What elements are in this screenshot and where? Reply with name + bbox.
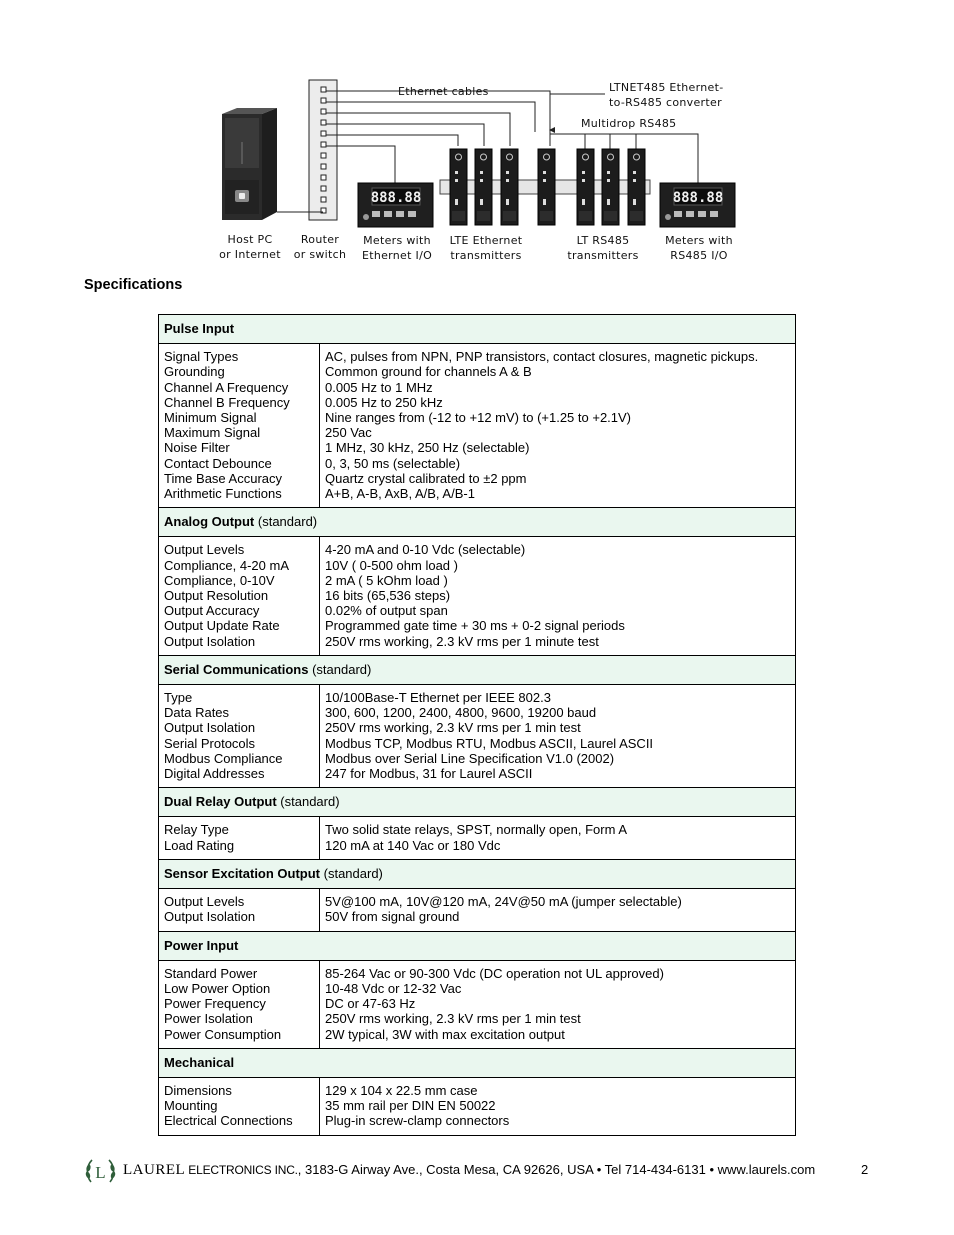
- label-meters-eth-2: Ethernet I/O: [361, 249, 433, 262]
- section-header-cell: [159, 508, 796, 537]
- spec-label: Output Isolation: [164, 633, 256, 649]
- label-lte-1: LTE Ethernet: [449, 234, 523, 247]
- section-body-pulse-input: [159, 344, 796, 508]
- section-title: Serial Communications: [164, 661, 309, 677]
- label-ethernet-cables: Ethernet cables: [398, 85, 489, 98]
- spec-value: Two solid state relays, SPST, normally open, Form A: [325, 822, 628, 838]
- spec-value: A+B, A-B, AxB, A/B, A/B-1: [325, 486, 475, 502]
- router-port-icon: [321, 120, 326, 125]
- spec-label: Relay Type: [164, 822, 229, 838]
- section-title: Mechanical: [164, 1054, 235, 1070]
- spec-label: Digital Addresses: [164, 766, 265, 782]
- spec-label: Standard Power: [164, 965, 258, 981]
- meter-ethernet-display: 888.88: [370, 190, 422, 206]
- spec-label: Minimum Signal: [164, 410, 257, 426]
- section-header-cell: [159, 931, 796, 960]
- label-multidrop: Multidrop RS485: [581, 117, 677, 130]
- spec-label: Contact Debounce: [164, 455, 272, 471]
- section-header-dual-relay-output: [159, 788, 796, 817]
- spec-label: Data Rates: [164, 705, 230, 721]
- router-port-icon: [321, 164, 326, 169]
- spec-values-cell: [320, 344, 796, 508]
- page-number: 2: [861, 1162, 869, 1177]
- spec-label: Output Isolation: [164, 720, 256, 736]
- spec-values-cell: [320, 1077, 796, 1135]
- spec-value: 0.005 Hz to 1 MHz: [325, 379, 433, 395]
- spec-labels-cell: [159, 537, 320, 655]
- spec-values-cell: [320, 817, 796, 859]
- transmitter-module-image: [628, 149, 645, 225]
- spec-value: 250V rms working, 2.3 kV rms per 1 minute test: [325, 633, 599, 649]
- label-host-2: or Internet: [219, 248, 281, 261]
- section-body-analog-output: [159, 537, 796, 655]
- website-link[interactable]: www.laurels.com: [714, 1162, 816, 1177]
- section-title: Pulse Input: [164, 321, 235, 336]
- spec-label: Maximum Signal: [164, 425, 261, 441]
- spec-value: 85-264 Vac or 90-300 Vdc (DC operation not UL approved): [325, 965, 664, 981]
- company-address: [123, 1162, 815, 1179]
- spec-label: Grounding: [164, 364, 225, 380]
- router-port-icon: [321, 175, 326, 180]
- spec-value: 120 mA at 140 Vac or 180 Vdc: [325, 837, 501, 853]
- spec-value: 1 MHz, 30 kHz, 250 Hz (selectable): [325, 440, 530, 456]
- label-converter-1: LTNET485 Ethernet-: [609, 81, 724, 94]
- section-title: Analog Output: [164, 514, 255, 530]
- section-title: Power Input: [164, 937, 239, 953]
- spec-label: Power Isolation: [164, 1011, 253, 1027]
- spec-value: Quartz crystal calibrated to ±2 ppm: [325, 470, 527, 486]
- spec-value: 247 for Modbus, 31 for Laurel ASCII: [325, 766, 533, 782]
- section-header-power-input: [159, 931, 796, 960]
- section-title: Sensor Excitation Output: [164, 865, 321, 881]
- section-header-serial-communications: [159, 655, 796, 684]
- spec-label: Channel A Frequency: [164, 379, 289, 395]
- spec-label: Signal Types: [164, 349, 239, 365]
- router-port-icon: [321, 153, 326, 158]
- label-lte-2: transmitters: [450, 249, 522, 262]
- transmitter-module-image: [602, 149, 619, 225]
- label-ltrs-1: LT RS485: [576, 234, 630, 247]
- spec-value: 250 Vac: [325, 425, 372, 441]
- rs485-multidrop-line: [550, 134, 698, 186]
- transmitter-module-image: [538, 149, 555, 225]
- spec-value: Plug-in screw-clamp connectors: [325, 1113, 510, 1129]
- spec-value: Modbus TCP, Modbus RTU, Modbus ASCII, Laurel ASCII: [325, 735, 654, 751]
- router-switch-image: [309, 80, 337, 220]
- router-port-icon: [321, 131, 326, 136]
- label-router-1: Router: [300, 233, 340, 246]
- section-header-cell: [159, 655, 796, 684]
- transmitter-module-image: [577, 149, 594, 225]
- spec-value: 250V rms working, 2.3 kV rms per 1 min test: [325, 1011, 581, 1027]
- meter-ethernet-image: [358, 183, 433, 227]
- spec-value: 35 mm rail per DIN EN 50022: [325, 1098, 496, 1114]
- spec-value: 250V rms working, 2.3 kV rms per 1 min test: [325, 720, 581, 736]
- spec-labels-cell: [159, 685, 320, 788]
- spec-value: 0.005 Hz to 250 kHz: [325, 394, 443, 410]
- label-meters-rs-2: RS485 I/O: [670, 249, 728, 262]
- label-host-1: Host PC: [227, 233, 273, 246]
- svg-text:L: L: [95, 1163, 106, 1182]
- section-note: (standard): [320, 865, 383, 881]
- spec-label: Compliance, 0-10V: [164, 572, 275, 588]
- spec-labels-cell: [159, 960, 320, 1048]
- spec-label: Mounting: [164, 1098, 218, 1114]
- label-meters-eth-1: Meters with: [363, 234, 431, 247]
- section-body-power-input: [159, 960, 796, 1048]
- section-header-mechanical: [159, 1048, 796, 1077]
- spec-value: 16 bits (65,536 steps): [325, 588, 451, 604]
- spec-label: Time Base Accuracy: [164, 470, 283, 486]
- section-header-sensor-excitation-output: [159, 859, 796, 888]
- spec-labels-cell: [159, 344, 320, 508]
- section-note: (standard): [276, 794, 340, 810]
- spec-label: Output Resolution: [164, 588, 269, 604]
- transmitter-module-image: [475, 149, 492, 225]
- meter-rs485-image: [660, 183, 735, 227]
- bullet-2: •: [709, 1162, 715, 1177]
- specifications-table: [158, 314, 796, 1136]
- spec-value: 10-48 Vdc or 12-32 Vac: [325, 980, 462, 996]
- spec-value: 129 x 104 x 22.5 mm case: [325, 1082, 478, 1098]
- spec-value: 2 mA ( 5 kOhm load ): [325, 572, 448, 588]
- spec-label: Noise Filter: [164, 440, 230, 456]
- label-meters-rs-1: Meters with: [665, 234, 733, 247]
- spec-label: Modbus Compliance: [164, 750, 283, 766]
- spec-value: 0, 3, 50 ms (selectable): [325, 455, 461, 471]
- spec-value: DC or 47-63 Hz: [325, 996, 416, 1012]
- specifications-heading: Specifications: [84, 277, 183, 293]
- spec-values-cell: [320, 960, 796, 1048]
- transmitter-module-image: [501, 149, 518, 225]
- label-converter-2: to-RS485 converter: [609, 96, 722, 109]
- section-header-analog-output: [159, 508, 796, 537]
- bullet-1: •: [596, 1162, 602, 1177]
- spec-label: Electrical Connections: [164, 1113, 293, 1129]
- spec-label: Channel B Frequency: [164, 394, 290, 410]
- router-port-icon: [321, 87, 326, 92]
- spec-value: 4-20 mA and 0-10 Vdc (selectable): [325, 542, 526, 558]
- spec-value: 5V@100 mA, 10V@120 mA, 24V@50 mA (jumper selectable): [325, 894, 682, 910]
- spec-value: 300, 600, 1200, 2400, 4800, 9600, 19200 baud: [325, 705, 597, 721]
- spec-value: Common ground for channels A & B: [325, 364, 532, 380]
- transmitter-module-image: [450, 149, 467, 225]
- spec-value: 2W typical, 3W with max excitation output: [325, 1026, 565, 1042]
- spec-labels-cell: [159, 889, 320, 931]
- spec-value: 10/100Base-T Ethernet per IEEE 802.3: [325, 690, 551, 706]
- host-pc-image: [222, 108, 277, 220]
- router-port-icon: [321, 186, 326, 191]
- spec-label: Compliance, 4-20 mA: [164, 557, 289, 573]
- section-title: Dual Relay Output: [164, 794, 277, 810]
- section-header-cell: [159, 1048, 796, 1077]
- spec-label: Output Levels: [164, 542, 245, 558]
- label-router-2: or switch: [293, 248, 347, 261]
- spec-value: 50V from signal ground: [325, 909, 460, 925]
- telephone: Tel 714-434-6131: [601, 1162, 710, 1177]
- spec-value: 0.02% of output span: [325, 603, 448, 619]
- meter-rs485-display: 888.88: [672, 190, 724, 206]
- spec-label: Dimensions: [164, 1082, 232, 1098]
- section-body-sensor-excitation-output: [159, 889, 796, 931]
- spec-label: Low Power Option: [164, 980, 271, 996]
- company-suffix: ELECTRONICS INC.: [185, 1163, 298, 1177]
- section-body-mechanical: [159, 1077, 796, 1135]
- spec-labels-cell: [159, 1077, 320, 1135]
- router-port-icon: [321, 197, 326, 202]
- section-header-cell: [159, 315, 796, 344]
- section-body-dual-relay-output: [159, 817, 796, 859]
- spec-label: Load Rating: [164, 837, 235, 853]
- spec-label: Output Levels: [164, 894, 245, 910]
- laurel-logo: [84, 1155, 117, 1189]
- spec-label: Output Isolation: [164, 909, 256, 925]
- section-header-pulse-input: [159, 315, 796, 344]
- spec-values-cell: [320, 889, 796, 931]
- section-note: (standard): [308, 661, 372, 677]
- spec-value: AC, pulses from NPN, PNP transistors, contact closures, magnetic pickups.: [325, 349, 759, 365]
- spec-value: Nine ranges from (-12 to +12 mV) to (+1.25 to +2.1V): [325, 410, 632, 426]
- page-footer: [84, 1155, 884, 1189]
- spec-labels-cell: [159, 817, 320, 859]
- spec-values-cell: [320, 537, 796, 655]
- address: , 3183-G Airway Ave., Costa Mesa, CA 92626, USA: [297, 1162, 597, 1177]
- spec-value: Programmed gate time + 30 ms + 0-2 signal periods: [325, 618, 625, 634]
- section-note: (standard): [254, 514, 318, 530]
- section-header-cell: [159, 788, 796, 817]
- spec-values-cell: [320, 685, 796, 788]
- spec-label: Power Consumption: [164, 1026, 282, 1042]
- brand-name: LAUREL: [123, 1162, 186, 1178]
- spec-value: 10V ( 0-500 ohm load ): [325, 557, 458, 573]
- network-diagram: [205, 72, 745, 267]
- router-port-icon: [321, 142, 326, 147]
- section-header-cell: [159, 859, 796, 888]
- spec-value: Modbus over Serial Line Specification V1.0 (2002): [325, 750, 615, 766]
- spec-label: Arithmetic Functions: [164, 486, 282, 502]
- spec-label: Serial Protocols: [164, 735, 256, 751]
- spec-label: Type: [164, 690, 193, 706]
- router-port-icon: [321, 98, 326, 103]
- label-ltrs-2: transmitters: [567, 249, 639, 262]
- spec-label: Power Frequency: [164, 996, 266, 1012]
- spec-label: Output Update Rate: [164, 618, 280, 634]
- section-body-serial-communications: [159, 685, 796, 788]
- spec-label: Output Accuracy: [164, 603, 260, 619]
- router-port-icon: [321, 109, 326, 114]
